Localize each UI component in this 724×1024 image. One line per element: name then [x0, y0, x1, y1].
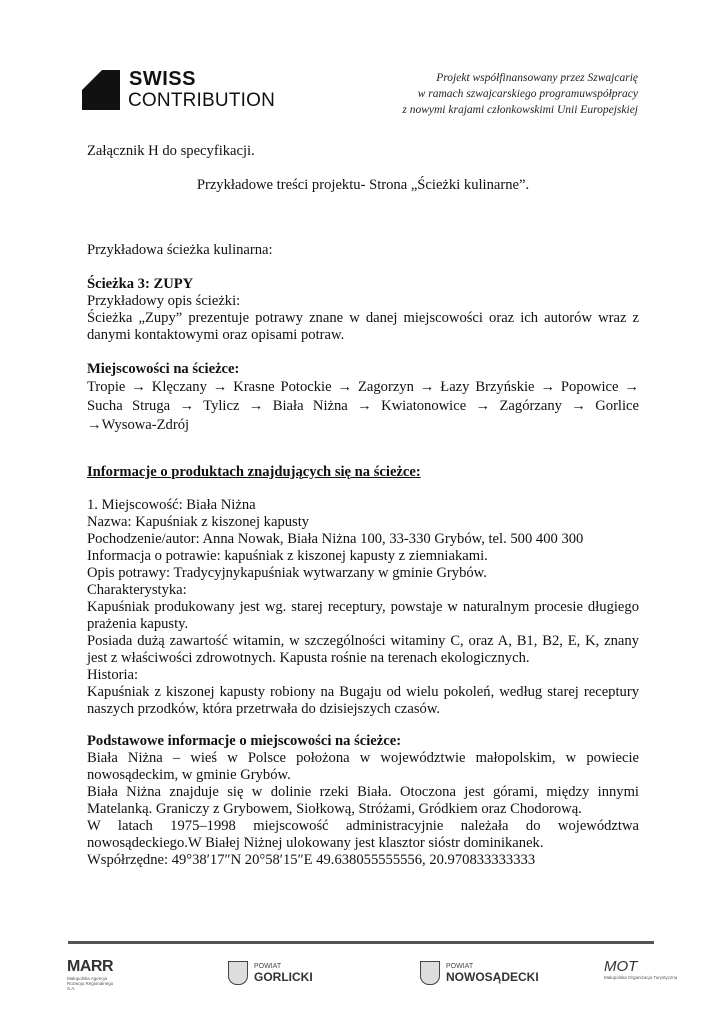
logo-text-contribution: CONTRIBUTION [128, 90, 276, 111]
funding-note-line: Projekt współfinansowany przez Szwajcarię [436, 72, 638, 84]
characteristics-text: Kapuśniak produkowany jest wg. starej receptury, powstaje w naturalnym procesie długiego prażenia kapusty. [87, 599, 639, 632]
logo-text-swiss: SWISS [129, 68, 196, 90]
funding-note [402, 70, 638, 118]
products-heading: Informacje o produktach znajdujących się na ścieżce: [87, 464, 421, 480]
description-text: Ścieżka „Zupy” prezentuje potrawy znane w danej miejscowości oraz ich autorów wraz z danymi kontaktowymi oraz opisami potraw. [87, 310, 639, 343]
mot-logo-text: MOT [604, 958, 638, 975]
annex-line: Załącznik H do specyfikacji. [87, 143, 255, 159]
basic-info-heading: Podstawowe informacje o miejscowości na ścieżce: [87, 733, 402, 749]
swiss-contribution-logo [82, 70, 282, 114]
characteristics-label: Charakterystyka: [87, 582, 187, 598]
funding-note-line: z nowymi krajami członkowskimi Unii Europejskiej [402, 104, 638, 116]
description-label: Przykładowy opis ścieżki: [87, 293, 241, 309]
mot-logo-subtext: Małopolska Organizacja Turystyczna [604, 975, 678, 980]
coat-of-arms-icon [228, 961, 248, 985]
powiat-label: POWIAT [254, 962, 282, 970]
powiat-nowosadecki-logo [420, 958, 539, 988]
characteristics-text: Posiada dużą zawartość witamin, w szczególności witaminy C, oraz A, B1, B2, E, K, znany jest z właściwości zdrowotnych. Kapusta rośnie na terenach ekologicznych. [87, 633, 639, 666]
basic-info-paragraph: W latach 1975–1998 miejscowość administracyjnie należała do województwa nowosądeckiego.W Białej Niżnej ulokowany jest klasztor sióstr dominikanek. [87, 818, 639, 851]
logo-mark-icon [82, 70, 120, 110]
coordinates-line: Współrzędne: 49°38′17″N 20°58′15″E 49.638055555556, 20.970833333333 [87, 852, 536, 868]
item-info: Informacja o potrawie: kapuśniak z kiszonej kapusty z ziemniakami. [87, 548, 488, 564]
item-place: 1. Miejscowość: Biała Niżna [87, 497, 256, 513]
basic-info-paragraph: Biała Niżna – wieś w Polsce położona w województwie małopolskim, w powiecie nowosądeckim, w gminie Grybów. [87, 750, 639, 783]
marr-logo-subtext: Małopolska Agencja Rozwoju Regionalnego S.A. [67, 976, 114, 991]
document-subtitle: Przykładowe treści projektu- Strona „Ścieżki kulinarne”. [196, 177, 530, 193]
basic-info-paragraph: Biała Niżna znajduje się w dolinie rzeki Biała. Otoczona jest górami, między innymi Matelanką. Graniczy z Grybowem, Siołkową, Stróżami, Gródkiem oraz Chodorową. [87, 784, 639, 817]
funding-note-line: w ramach szwajcarskiego programuwspółpracy [417, 88, 638, 100]
example-heading: Przykładowa ścieżka kulinarna: [87, 242, 273, 258]
powiat-name: GORLICKI [254, 969, 313, 984]
powiat-label: POWIAT [446, 962, 474, 970]
coat-of-arms-icon [420, 961, 440, 985]
powiat-gorlicki-logo [228, 958, 313, 988]
history-text: Kapuśniak z kiszonej kapusty robiony na Bugaju od wielu pokoleń, według starej receptury naszych przodków, która przetrwała do dzisiejszych czasów. [87, 684, 639, 717]
path-title: Ścieżka 3: ZUPY [87, 276, 194, 292]
powiat-name: NOWOSĄDECKI [446, 969, 539, 984]
item-description: Opis potrawy: Tradycyjnykapuśniak wytwarzany w gminie Grybów. [87, 565, 487, 581]
item-origin: Pochodzenie/autor: Anna Nowak, Biała Niżna 100, 33-330 Grybów, tel. 500 400 300 [87, 531, 584, 547]
footer-divider [68, 941, 654, 944]
history-label: Historia: [87, 667, 139, 683]
places-list: Tropie → Klęczany → Krasne Potockie → Zagorzyn → Łazy Brzyńskie → Popowice → Sucha Struga → Tylicz → Biała Niżna → Kwiatonowice → Zagórzany → Gorlice →Wysowa-Zdrój [87, 379, 639, 433]
marr-logo-text: MARR [67, 958, 113, 975]
item-name: Nazwa: Kapuśniak z kiszonej kapusty [87, 514, 310, 530]
marr-logo [67, 958, 117, 991]
places-heading: Miejscowości na ścieżce: [87, 361, 240, 377]
mot-logo [604, 958, 677, 988]
